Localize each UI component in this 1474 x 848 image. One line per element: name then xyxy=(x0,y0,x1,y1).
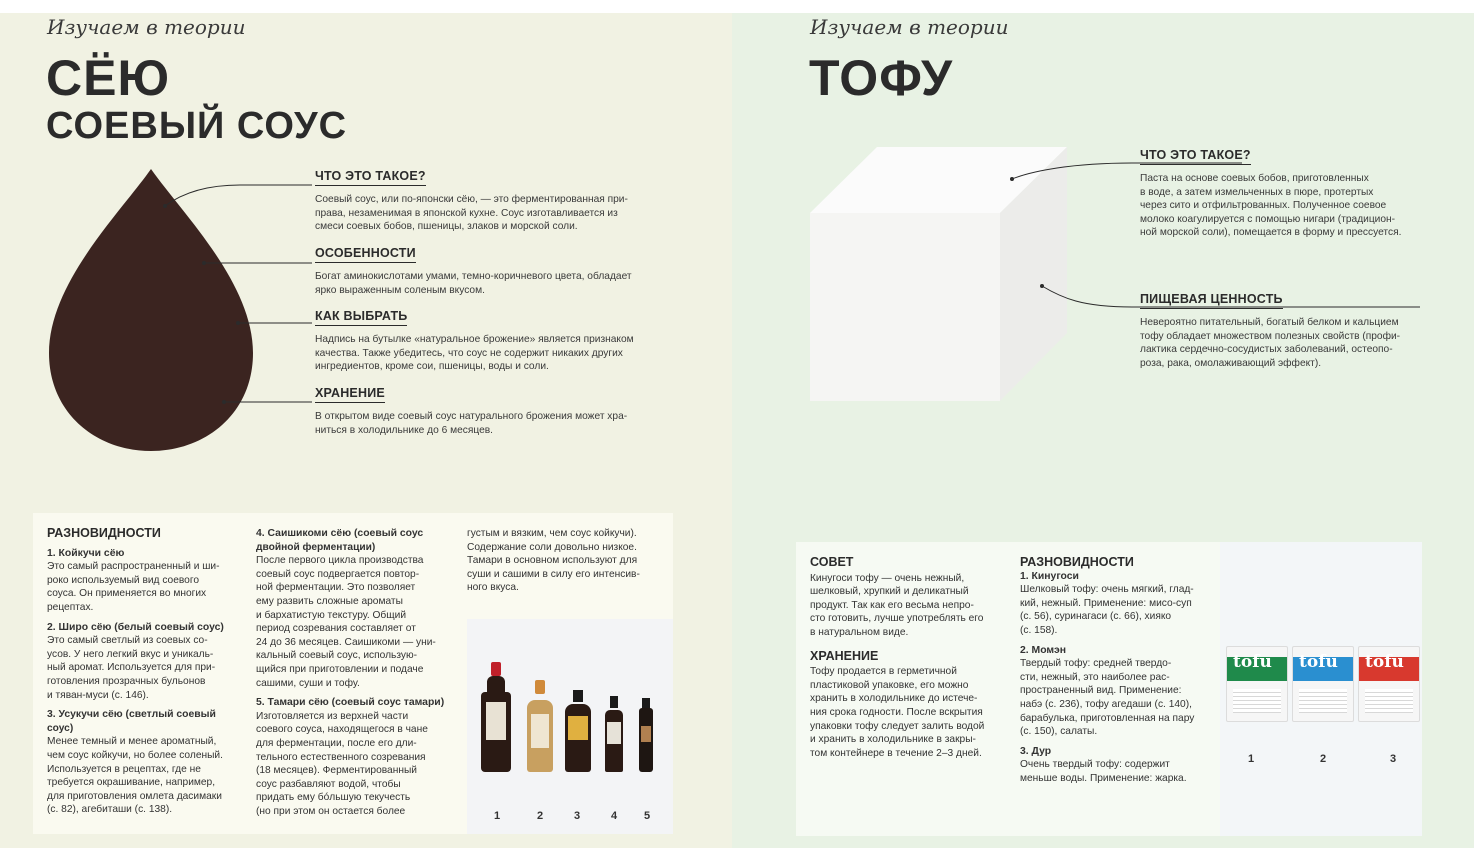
left-page xyxy=(0,13,732,848)
text-line: ной ферментации. Это позволяет xyxy=(256,582,416,594)
text-line: Очень твердый тофу: содержит xyxy=(1020,759,1170,771)
text-line: сто готовить, лучше употреблять его xyxy=(810,613,984,625)
text-line: молоко коагулируется с помощью нигари (традицион- xyxy=(1140,213,1396,225)
text-line: в натуральном виде. xyxy=(810,626,909,638)
text-line: Это самый распространенный и ши- xyxy=(47,561,220,573)
text-line: меньше воды. Применение: жарка. xyxy=(1020,772,1187,784)
text-line: Тамари в основном используют для xyxy=(467,555,638,567)
section-text xyxy=(1140,316,1440,370)
bottle-1-icon xyxy=(481,662,511,772)
text-line: ингредиентов, кроме сои, пшеницы, воды и соли. xyxy=(315,361,549,373)
right-page xyxy=(732,13,1474,848)
text-line: хранить в холодильнике до истече- xyxy=(810,693,978,705)
section-heading: ЧТО ЭТО ТАКОЕ? xyxy=(315,169,426,186)
variety-title: 4. Саишикоми сёю (соевый соус xyxy=(256,528,424,539)
text-line: тельного естественного созревания xyxy=(256,751,426,763)
section-heading: ЧТО ЭТО ТАКОЕ? xyxy=(1140,148,1251,165)
text-line: суши и сашими в силу его интенсив- xyxy=(467,568,640,580)
text-line: Соевый соус, или по-японски сёю, — это ферментированная при- xyxy=(315,194,628,205)
leader-dot-2 xyxy=(202,261,206,265)
text-line: права, незаменимая в японской кухне. Соус изготавливается из xyxy=(315,207,618,219)
tofu-packs-photo xyxy=(1220,542,1422,836)
tofu-pack-2-icon xyxy=(1292,646,1354,722)
varieties-box-left xyxy=(33,513,673,834)
tofu-cube-front xyxy=(810,213,1000,401)
text-line: роко используемый вид соевого xyxy=(47,574,199,586)
section-heading: ХРАНЕНИЕ xyxy=(315,386,385,403)
kicker-left: Изучаем в теории xyxy=(47,15,246,39)
text-line: Богат аминокислотами умами, темно-коричневого цвета, обладает xyxy=(315,271,632,282)
text-line: ему развить сложные ароматы xyxy=(256,595,403,607)
bottle-5-icon xyxy=(639,698,653,772)
soy-bottles-photo xyxy=(467,619,673,834)
bottle-number-2: 2 xyxy=(537,810,544,822)
text-line: (с. 56), суринагаси (с. 66), хияко xyxy=(1020,611,1172,623)
text-line: в воде, а затем измельченных в пюре, протертых xyxy=(1140,186,1374,198)
text-line: Изготовляется из верхней части xyxy=(256,710,409,722)
pack-number-1: 1 xyxy=(1248,753,1255,765)
variety-title: 5. Тамари сёю (соевый соус тамари) xyxy=(256,697,445,709)
page-title-seyu: СЁЮ xyxy=(46,50,171,106)
section-heading: ОСОБЕННОСТИ xyxy=(315,246,416,263)
text-line: Шелковый тофу: очень мягкий, глад- xyxy=(1020,584,1194,596)
text-line: придать ему бóльшую текучесть xyxy=(256,792,411,804)
text-line: роза, рака, омолаживающий эффект). xyxy=(1140,357,1322,369)
section-what-is xyxy=(315,167,675,234)
bottle-number-4: 4 xyxy=(611,810,618,822)
text-line: После первого цикла производства xyxy=(256,555,424,567)
text-line: Невероятно питательный, богатый белком и кальцием xyxy=(1140,317,1399,328)
text-line: том контейнере в течение 2–3 дней. xyxy=(810,747,982,759)
page-title-tofu: ТОФУ xyxy=(809,50,954,106)
advice-column xyxy=(810,556,1006,760)
text-line: барабулька, приготовленная на пару xyxy=(1020,712,1195,724)
text-line: (но при этом он остается более xyxy=(256,805,406,817)
varieties-column-3 xyxy=(467,527,667,595)
text-line: ния срока годности. После вскрытия xyxy=(810,706,983,718)
text-line: Паста на основе соевых бобов, приготовленных xyxy=(1140,173,1369,184)
variety-title: 1. Койкучи сёю xyxy=(47,547,125,559)
pack-word: tofu xyxy=(1365,652,1404,672)
text-line: Тофу продается в герметичной xyxy=(810,666,957,678)
section-text xyxy=(315,410,675,437)
variety-title: 1. Кинугоси xyxy=(1020,570,1079,582)
variety-title-cont: двойной ферментации) xyxy=(256,541,376,553)
text-line: период созревания составляет от xyxy=(256,623,416,635)
pack-number-2: 2 xyxy=(1320,753,1327,765)
varieties-column-2 xyxy=(256,527,456,818)
text-line: Содержание соли довольно низкое. xyxy=(467,541,637,553)
text-line: кальный соевый соус, использую- xyxy=(256,650,418,662)
bottle-number-1: 1 xyxy=(494,810,501,822)
text-line: ной морской соли), помещается в форму и прессуется. xyxy=(1140,227,1402,239)
text-line: требуется окрашивание, например, xyxy=(47,777,216,789)
tofu-pack-1-icon xyxy=(1226,646,1288,722)
kicker-right: Изучаем в теории xyxy=(810,15,1009,39)
variety-title-cont: соус) xyxy=(47,722,74,734)
bottle-2-icon xyxy=(527,680,553,772)
bottle-3-icon xyxy=(565,690,591,772)
text-line: пространенный вид. Применение: xyxy=(1020,685,1182,697)
section-storage xyxy=(315,384,675,437)
text-line: щийся при приготовлении и подаче xyxy=(256,663,424,675)
text-line: густым и вязким, чем соус койкучи). xyxy=(467,528,637,539)
text-line: чем соус койкучи, но более соленый. xyxy=(47,749,223,761)
text-line: соевого соуса, находящегося в чане xyxy=(256,724,428,736)
bottle-4-icon xyxy=(605,696,623,772)
pack-word: tofu xyxy=(1299,652,1338,672)
text-line: лактика сердечно-сосудистых заболеваний, остеопо- xyxy=(1140,344,1393,356)
text-line: качества. Также убедитесь, что соус не содержит никаких других xyxy=(315,347,623,359)
section-what-is-tofu xyxy=(1140,146,1440,240)
text-line: продукт. Так как его весьма непро- xyxy=(810,599,974,611)
text-line: Надпись на бутылке «натуральное брожение» является признаком xyxy=(315,334,634,345)
section-text xyxy=(1140,172,1440,240)
advice-heading: СОВЕТ xyxy=(810,555,854,569)
text-line: для приготовления омлета дасимаки xyxy=(47,790,222,802)
leader-dot-nutrition xyxy=(1040,284,1044,288)
text-line: ный аромат. Используется для при- xyxy=(47,662,216,674)
text-line: и хранить в холодильнике в закры- xyxy=(810,734,976,746)
text-line: пластиковой упаковке, его можно xyxy=(810,679,969,691)
text-line: сашими, суши и тофу. xyxy=(256,677,360,689)
section-features xyxy=(315,244,675,297)
text-line: готовления прозрачных бульонов xyxy=(47,675,206,687)
text-line: сти, нежный, это наиболее рас- xyxy=(1020,671,1170,683)
section-nutrition xyxy=(1140,290,1440,370)
section-text xyxy=(315,193,675,234)
text-line: соевый соус подвергается повтор- xyxy=(256,568,420,580)
variety-title: 2. Широ сёю (белый соевый соус) xyxy=(47,621,224,633)
text-line: усов. У него легкий вкус и уникаль- xyxy=(47,648,214,660)
text-line: и бархатистую текстуру. Общий xyxy=(256,609,407,621)
section-heading: КАК ВЫБРАТЬ xyxy=(315,309,407,326)
text-line: (с. 158). xyxy=(1020,624,1058,636)
text-line: рецептах. xyxy=(47,601,94,613)
leader-line-1 xyxy=(165,185,312,206)
pack-word: tofu xyxy=(1233,652,1272,672)
text-line: (18 месяцев). Ферментированный xyxy=(256,765,417,777)
section-how-to-choose xyxy=(315,307,675,374)
variety-title: 2. Момэн xyxy=(1020,644,1066,656)
text-line: Твердый тофу: средней твердо- xyxy=(1020,658,1172,670)
text-line: 24 до 36 месяцев. Саишикоми — уни- xyxy=(256,636,436,648)
pack-number-3: 3 xyxy=(1390,753,1397,765)
text-line: Кинугоси тофу — очень нежный, xyxy=(810,572,965,584)
leader-dot-what xyxy=(1010,177,1014,181)
storage-heading: ХРАНЕНИЕ xyxy=(810,648,879,663)
bottle-number-3: 3 xyxy=(574,810,581,822)
text-line: (с. 82), агебиташи (с. 138). xyxy=(47,804,173,816)
varieties-heading: РАЗНОВИДНОСТИ xyxy=(47,526,161,540)
variety-title: 3. Дур xyxy=(1020,745,1052,757)
bottle-number-5: 5 xyxy=(644,810,651,822)
text-line: соуса. Он применяется во многих xyxy=(47,588,207,600)
text-line: ниться в холодильнике до 6 месяцев. xyxy=(315,424,494,436)
text-line: Это самый светлый из соевых со- xyxy=(47,635,208,647)
section-heading: ПИЩЕВАЯ ЦЕННОСТЬ xyxy=(1140,292,1283,309)
text-line: шелковый, хрупкий и деликатный xyxy=(810,586,969,598)
text-line: соус разбавляют водой, чтобы xyxy=(256,778,401,790)
leader-dot-1 xyxy=(163,204,167,208)
text-line: набэ (с. 236), тофу агедаши (с. 140), xyxy=(1020,698,1192,710)
varieties-column-1 xyxy=(47,527,243,817)
text-line: (с. 150), салаты. xyxy=(1020,726,1098,738)
tofu-pack-3-icon xyxy=(1358,646,1420,722)
section-text xyxy=(315,333,675,374)
text-line: и тяван-муси (с. 146). xyxy=(47,689,149,701)
leader-dot-4 xyxy=(222,400,226,404)
tofu-varieties-column xyxy=(1020,556,1216,786)
tofu-varieties-heading: РАЗНОВИДНОСТИ xyxy=(1020,555,1134,569)
text-line: тофу обладает множеством полезных свойств (профи- xyxy=(1140,330,1401,342)
info-box-right xyxy=(796,542,1422,836)
text-line: упаковки тофу следует залить водой xyxy=(810,720,985,732)
text-line: ного вкуса. xyxy=(467,582,519,594)
text-line: через сито и отфильтрованных. Полученное соевое xyxy=(1140,200,1387,212)
text-line: В открытом виде соевый соус натурального брожения может хра- xyxy=(315,411,628,422)
text-line: кий, нежный. Применение: мисо-суп xyxy=(1020,597,1192,609)
leader-dot-3 xyxy=(236,321,240,325)
variety-title: 3. Усукучи сёю (светлый соевый xyxy=(47,709,216,721)
page-subtitle: СОЕВЫЙ СОУС xyxy=(46,105,348,147)
text-line: Менее темный и менее ароматный, xyxy=(47,736,217,748)
text-line: смеси соевых бобов, пшеницы, злаков и морской соли. xyxy=(315,221,578,233)
text-line: Используется в рецептах, где не xyxy=(47,763,201,775)
text-line: ярко выраженным соленым вкусом. xyxy=(315,284,485,296)
text-line: для ферментации, после его дли- xyxy=(256,737,417,749)
soy-drop-shape xyxy=(49,169,253,451)
section-text xyxy=(315,270,675,297)
